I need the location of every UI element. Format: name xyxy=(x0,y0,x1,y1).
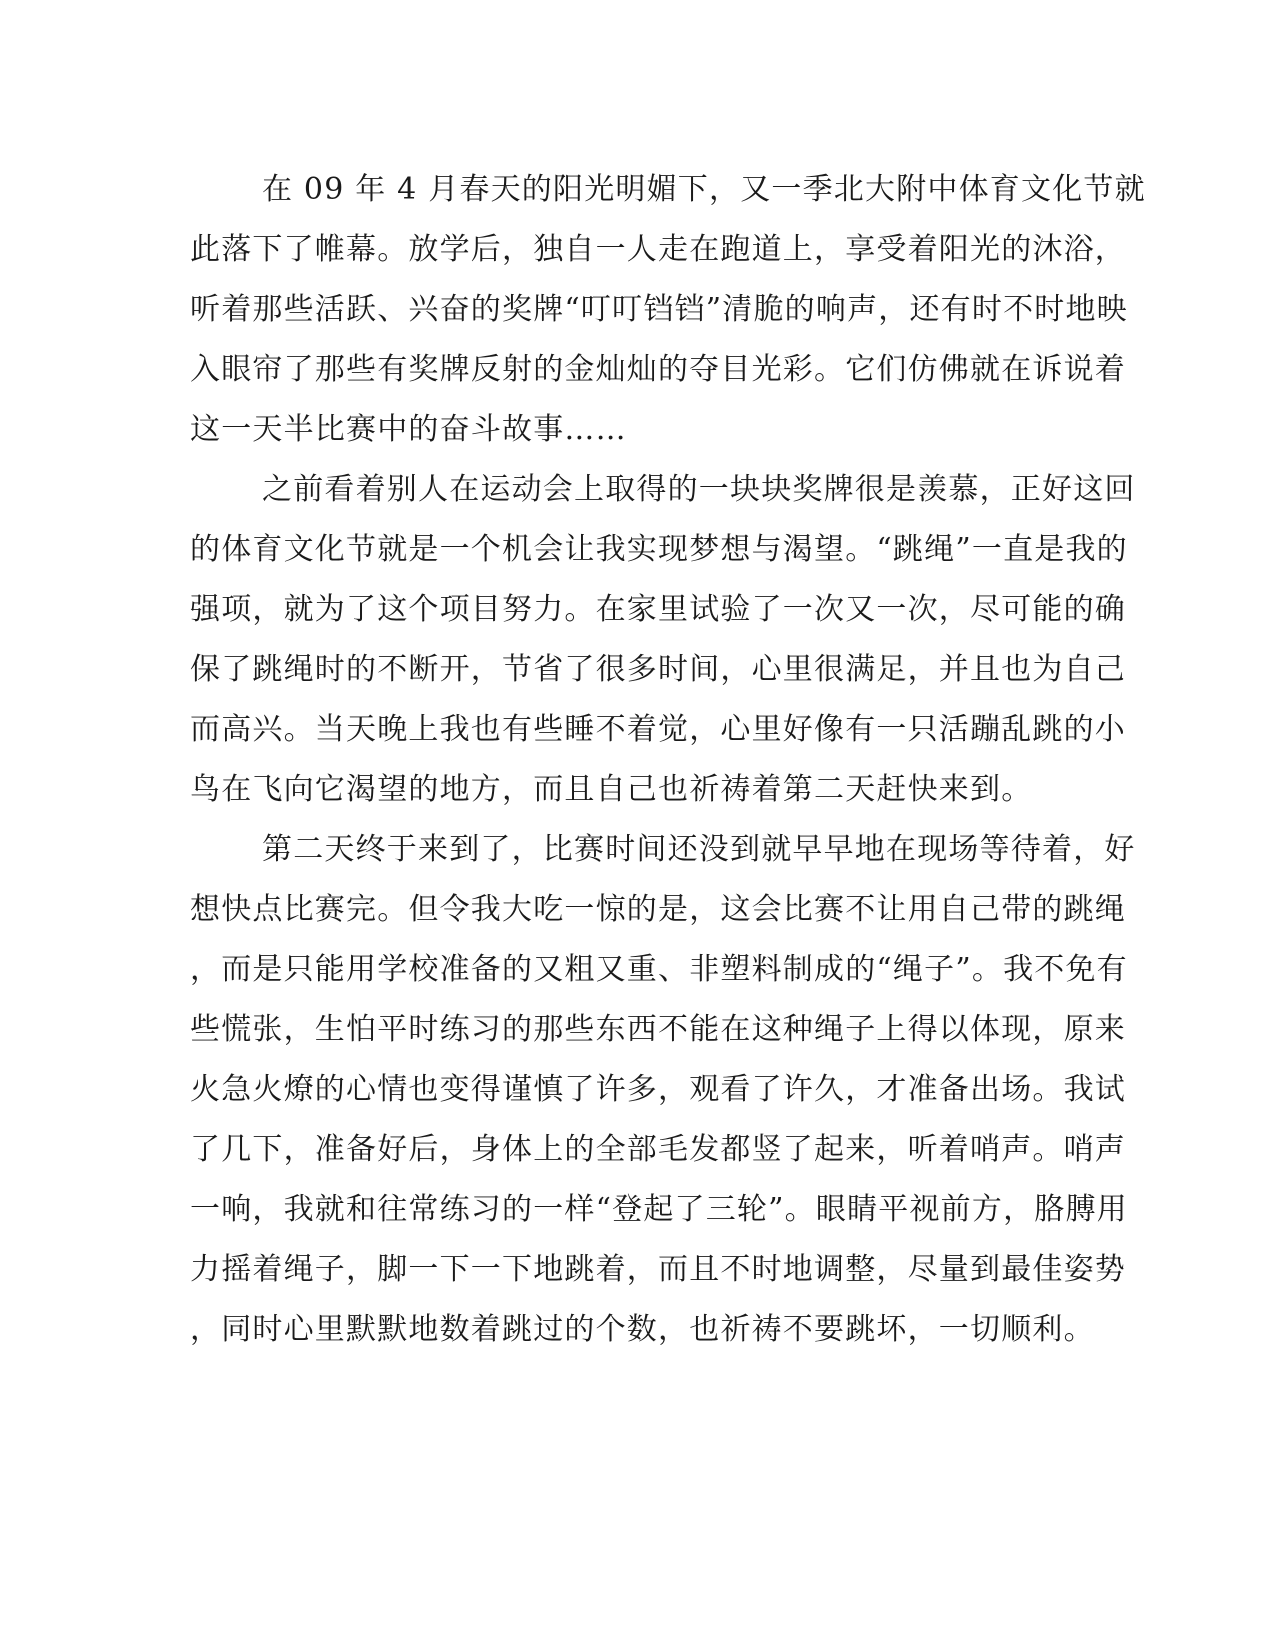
paragraph-2-line-4: 保了跳绳时的不断开，节省了很多时间，心里很满足，并且也为自己 xyxy=(190,652,1126,687)
paragraph-3-line-9: ，同时心里默默地数着跳过的个数，也祈祷不要跳坏，一切顺利。 xyxy=(190,1312,1095,1347)
paragraph-3-line-1: 第二天终于来到了，比赛时间还没到就早早地在现场等待着，好 xyxy=(262,832,1136,867)
paragraph-1-line-1: 在 09 年 4 月春天的阳光明媚下，又一季北大附中体育文化节就 xyxy=(262,172,1146,207)
paragraph-1-line-5: 这一天半比赛中的奋斗故事…… xyxy=(190,412,627,447)
paragraph-3-line-2: 想快点比赛完。但令我大吃一惊的是，这会比赛不让用自己带的跳绳 xyxy=(190,892,1126,927)
paragraph-3-line-3: ，而是只能用学校准备的又粗又重、非塑料制成的“绳子”。我不免有 xyxy=(190,952,1128,987)
paragraph-3-line-7: 一响，我就和往常练习的一样“登起了三轮”。眼睛平视前方，胳膊用 xyxy=(190,1192,1128,1227)
paragraph-2-line-5: 而高兴。当天晚上我也有些睡不着觉，心里好像有一只活蹦乱跳的小 xyxy=(190,712,1126,747)
paragraph-3-line-5: 火急火燎的心情也变得谨慎了许多，观看了许久，才准备出场。我试 xyxy=(190,1072,1126,1107)
paragraph-1-line-2: 此落下了帷幕。放学后，独自一人走在跑道上，享受着阳光的沐浴， xyxy=(190,232,1126,267)
paragraph-2-line-1: 之前看着别人在运动会上取得的一块块奖牌很是羡慕，正好这回 xyxy=(262,472,1136,507)
paragraph-1-line-4: 入眼帘了那些有奖牌反射的金灿灿的夺目光彩。它们仿佛就在诉说着 xyxy=(190,352,1126,387)
paragraph-3-line-6: 了几下，准备好后，身体上的全部毛发都竖了起来，听着哨声。哨声 xyxy=(190,1132,1126,1167)
paragraph-2-line-6: 鸟在飞向它渴望的地方，而且自己也祈祷着第二天赶快来到。 xyxy=(190,772,1033,807)
paragraph-2-line-2: 的体育文化节就是一个机会让我实现梦想与渴望。“跳绳”一直是我的 xyxy=(190,532,1128,567)
paragraph-1-line-3: 听着那些活跃、兴奋的奖牌“叮叮铛铛”清脆的响声，还有时不时地映 xyxy=(190,292,1128,327)
paragraph-3-line-8: 力摇着绳子，脚一下一下地跳着，而且不时地调整，尽量到最佳姿势 xyxy=(190,1252,1126,1287)
paragraph-3-line-4: 些慌张，生怕平时练习的那些东西不能在这种绳子上得以体现，原来 xyxy=(190,1012,1126,1047)
paragraph-2-line-3: 强项，就为了这个项目努力。在家里试验了一次又一次，尽可能的确 xyxy=(190,592,1126,627)
